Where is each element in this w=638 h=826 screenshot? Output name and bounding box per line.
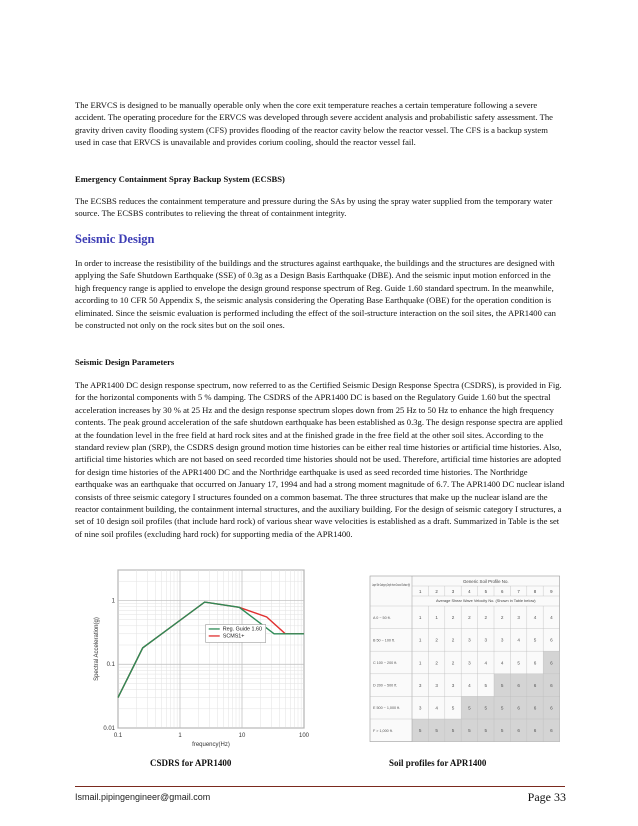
chart-caption: CSDRS for APR1400 (150, 758, 232, 768)
table-profile-number: 4 (468, 589, 471, 594)
table-cell: 2 (451, 637, 455, 643)
table-cell: 4 (517, 637, 520, 643)
paragraph-ecsbs: The ECSBS reduces the containment temperature and pressure during the SAs by using the spray water supplied from the temporary water source. The ECSBS contributes to relieving the threat of containment integrity. (75, 196, 553, 219)
table-profile-number: 9 (550, 589, 553, 594)
table-row-label: B 50 ~ 100 ft. (373, 638, 396, 643)
paragraph-seismic: In order to increase the resistibility of the buildings and the structures against earthquake, the buildings and the structures are designed with applying the Safe Shutdown Earthquake (SSE) of 0.3g as a Design Basis Earthquake (DBE). And the seismic input motion enforced in the high frequency range is applied to envelope the design ground response spectrum of Reg. Guide 1.60 standard spectrum. In the meanwhile, according to 10 CFR 50 Appendix S, the seismic analysis considering the Operating Base Earthquake (OBE) for the operation condition is eliminated. Since the seismic evaluation is performed including the effect of the soil-structure interaction on the soil sites, the APR1400 can be constructed not only on the rock sites but on the soil ones. (75, 258, 556, 331)
table-cell: 6 (550, 705, 553, 711)
table-cell: 6 (533, 728, 537, 734)
table-profile-number: 5 (484, 589, 488, 594)
x-axis-label: frequency(Hz) (192, 742, 230, 748)
table-subheader: Average Shear Wave Velocity No. (Shown in Table below) (435, 598, 536, 603)
table-row-label: F > 1,000 ft. (373, 728, 393, 733)
table-cell: 2 (500, 615, 504, 621)
table-cell: 6 (517, 728, 520, 734)
table-cell: 4 (533, 615, 537, 621)
table-cell: 5 (500, 705, 504, 711)
table-profile-number: 2 (435, 589, 438, 594)
legend-label: Reg. Guide 1.60 (222, 626, 262, 633)
table-cell: 4 (550, 615, 553, 621)
table-cell: 3 (418, 705, 422, 711)
x-tick-label: 1 (178, 733, 182, 739)
x-tick-label: 10 (238, 733, 246, 739)
heading-seismic-design: Seismic Design (75, 232, 155, 246)
table-row-label: D 200 ~ 500 ft. (373, 683, 398, 688)
table-cell: 5 (468, 705, 471, 711)
table-profile-number: 6 (500, 589, 504, 594)
paragraph-ervcs: The ERVCS is designed to be manually operable only when the core exit temperature reaches a certain temperature following a severe accident. The operating procedure for the ERVCS was developed through severe accident analysis and probabilistic safety assessment. The gravity driven cavity flooding system (CFS) provides flooding of the reactor cavity below the reactor vessel. The CFS is a backup system used in case that ERVCS is unavailable and provides corium cooling, should the reactor vessel fail. (75, 100, 553, 148)
heading-seismic-params: Seismic Design Parameters (75, 357, 175, 367)
table-cell: 6 (533, 660, 537, 666)
table-cell: 2 (435, 660, 438, 666)
table-cell: 6 (550, 728, 553, 734)
y-tick-label: 0.1 (106, 662, 115, 669)
table-cell: 3 (468, 660, 471, 666)
legend-label: SCMS1+ (222, 633, 245, 640)
table-profile-number: 7 (517, 589, 520, 594)
footer-page-number: Page 33 (527, 790, 566, 804)
table-cell: 5 (484, 682, 488, 688)
table-cell: 4 (484, 660, 488, 666)
table-cell: 5 (451, 705, 455, 711)
table-profile-number: 8 (533, 589, 537, 594)
table-cell: 5 (468, 728, 471, 734)
table-cell: 3 (451, 682, 455, 688)
table-header-left: Layer Site Category Depth from Ground Surface (ft) (372, 583, 411, 587)
table-cell: 5 (517, 660, 520, 666)
footer-rule (75, 786, 565, 787)
table-cell: 6 (533, 682, 537, 688)
table-caption: Soil profiles for APR1400 (389, 758, 487, 768)
y-tick-label: 1 (111, 598, 115, 605)
table-cell: 3 (500, 637, 504, 643)
table-cell: 2 (435, 637, 438, 643)
table-cell: 6 (550, 682, 553, 688)
table-cell: 6 (550, 637, 553, 643)
table-cell: 5 (500, 728, 504, 734)
table-profile-number: 3 (451, 589, 455, 594)
table-cell: 2 (451, 615, 455, 621)
table-cell: 3 (468, 637, 471, 643)
table-cell: 5 (451, 728, 455, 734)
table-cell: 5 (533, 637, 537, 643)
table-cell: 5 (500, 682, 504, 688)
csdrs-chart (78, 562, 318, 754)
table-header-top: Generic Soil Profile No. (462, 579, 509, 584)
table-cell: 5 (418, 728, 422, 734)
table-cell: 3 (517, 615, 520, 621)
table-cell: 2 (451, 660, 455, 666)
table-cell: 1 (418, 637, 422, 643)
table-cell: 2 (484, 615, 488, 621)
x-tick-label: 100 (298, 733, 310, 739)
table-cell: 4 (468, 682, 471, 688)
x-tick-label: 0.1 (113, 733, 123, 739)
table-cell: 3 (435, 682, 438, 688)
table-cell: 1 (418, 660, 422, 666)
paragraph-seismic-params: The APR1400 DC design response spectrum, now referred to as the Certified Seismic Design Response Spectra (CSDRS), is provided in Fig. for the horizontal components with 5 % damping. The CSDRS of the APR1400 DC is based on the Regulatory Guide 1.60 but the spectral acceleration increases by 30 % at 25 Hz and the design response spectrum slopes down from 25 Hz to 50 Hz to enhance the high frequency contents. The peak ground acceleration of the safe shutdown earthquake has been established as 0.3g. The design response spectra are applied at the foundation level in the free field at hard rock sites and at the finished grade in the free field at the other soil sites. According to the standard review plan (SRP), the CSDRS design ground motion time histories can be either real time histories or artificial time histories. Also, artificial time histories which are not based on seed recorded time histories should not be used. Therefore, artificial time histories are adopted for design time histories of the APR1400 DC and the Northridge earthquake is used as seed recorded time histories. The Northridge earthquake was an earthquake that occurred on January 17, 1994 and had a strong moment magnitude of 6.7. The APR1400 DC nuclear island consists of three seismic category I structures founded on a common basemat. The three structures that make up the nuclear island are the reactor containment building, the containment internal structures, and the auxiliary building. For the design of seismic category I structures, a set of 10 design soil profiles (that include hard rock) of various shear wave velocities is established as a draft. Summarized in Table is the set of nine soil profiles (excluding hard rock) for supporting media of the APR1400. (75, 380, 565, 539)
table-cell: 3 (484, 637, 488, 643)
soil-profile-table (368, 574, 568, 754)
table-cell: 1 (418, 615, 422, 621)
y-tick-label: 0.01 (103, 726, 115, 732)
table-profile-number: 1 (418, 589, 422, 594)
table-row-label: A 0 ~ 50 ft. (373, 615, 391, 620)
plot-area (118, 570, 304, 728)
table-cell: 5 (484, 705, 488, 711)
y-axis-label: Spectral Acceleration(g) (94, 617, 100, 681)
table-cell: 5 (435, 728, 438, 734)
table-cell: 1 (435, 615, 438, 621)
table-cell: 4 (500, 660, 504, 666)
heading-ecsbs: Emergency Containment Spray Backup System (ECSBS) (75, 174, 285, 184)
footer-email: Ismail.pipingengineer@gmail.com (75, 792, 211, 802)
table-cell: 6 (533, 705, 537, 711)
table-cell: 2 (468, 615, 471, 621)
table-row-label: C 100 ~ 200 ft. (373, 661, 398, 665)
table-row-label: E 500 ~ 1,000 ft. (373, 706, 401, 711)
table-cell: 6 (517, 705, 520, 711)
table-cell: 5 (484, 728, 488, 734)
table-cell: 6 (550, 660, 553, 666)
table-cell: 3 (418, 682, 422, 688)
table-cell: 6 (517, 682, 520, 688)
table-cell: 4 (435, 705, 438, 711)
